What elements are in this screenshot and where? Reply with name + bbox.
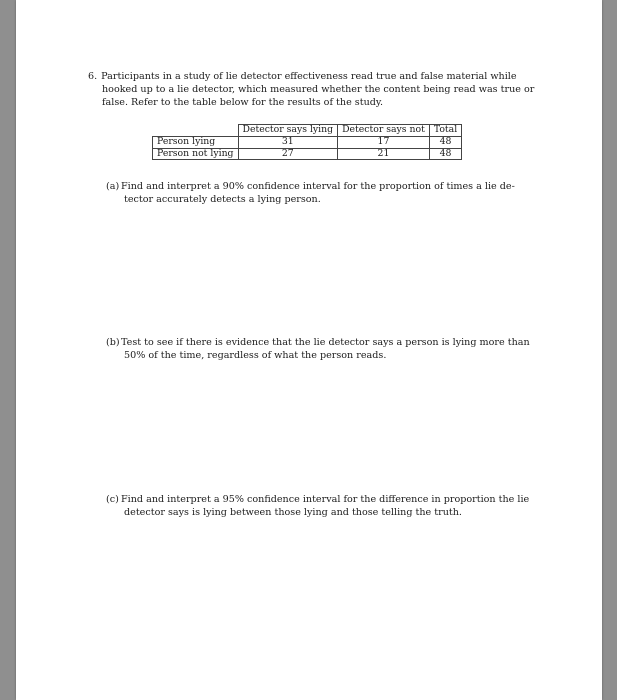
part-a [106,180,553,206]
cell-lying-total: 48 [429,136,461,148]
table-row [153,148,462,160]
part-a-line-1 [106,180,553,193]
header-detector-says-lying: Detector says lying [238,125,338,137]
part-c-line-1 [106,493,553,506]
problem-intro-line-1 [88,70,550,83]
part-c-text-1: Find and interpret a 95% confidence interval for the difference in proportion the lie [121,494,530,505]
part-a-text-1: Find and interpret a 90% confidence interval for the proportion of times a lie de- [121,181,515,192]
part-c [106,493,553,519]
part-c-text-2: detector says is lying between those lying and those telling the truth. [124,507,462,519]
header-detector-says-not: Detector says not [338,125,430,137]
part-b-text-1: Test to see if there is evidence that the lie detector says a person is lying more than [121,337,530,348]
table-header-row [153,125,462,137]
part-b-label: (b) [106,337,120,348]
results-table [152,124,462,160]
row-label-person-lying: Person lying [153,136,239,148]
intro-text-2: hooked up to a lie detector, which measured whether the content being read was true or [102,84,535,96]
problem-number: 6. [88,71,98,82]
cell-lying-says-lying: 31 [238,136,338,148]
part-c-label: (c) [106,494,119,505]
table-corner-cell [153,125,239,137]
document-page [16,0,602,700]
part-b-line-1 [106,336,553,349]
intro-text-1: Participants in a study of lie detector effectiveness read true and false material while [101,71,517,82]
cell-not-lying-says-not: 21 [338,148,430,160]
part-a-label: (a) [106,181,120,192]
row-label-person-not-lying: Person not lying [153,148,239,160]
cell-not-lying-total: 48 [429,148,461,160]
part-b-text-2: 50% of the time, regardless of what the person reads. [124,350,387,362]
problem-statement [88,70,550,110]
header-total: Total [429,125,461,137]
cell-not-lying-says-lying: 27 [238,148,338,160]
part-b [106,336,553,362]
part-a-text-2: tector accurately detects a lying person. [124,194,321,206]
intro-text-3: false. Refer to the table below for the results of the study. [102,97,384,109]
cell-lying-says-not: 17 [338,136,430,148]
table-row [153,136,462,148]
